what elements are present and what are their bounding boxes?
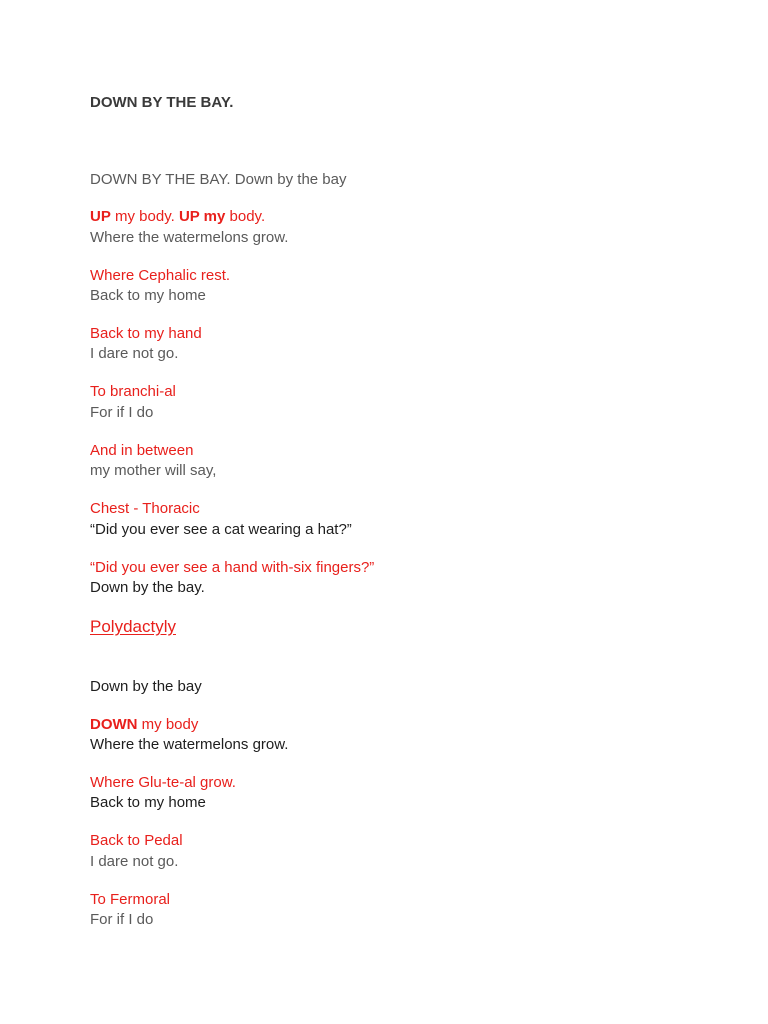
verse2-line-7: I dare not go. — [90, 853, 179, 870]
text-segment: body. — [225, 208, 266, 225]
verse1-line-5: Back to my hand — [90, 325, 202, 342]
verse1-line-6: I dare not go. — [90, 345, 179, 362]
verse1-line-3: Where Cephalic rest. — [90, 267, 231, 284]
verse2-line-4: Where Glu-te-al grow. — [90, 774, 236, 791]
verse1-line-11: Chest - Thoracic — [90, 500, 200, 517]
intro-line: DOWN BY THE BAY. Down by the bay — [90, 171, 347, 188]
emphasis-up-my: UP my — [178, 208, 226, 225]
text-segment: my body. — [110, 208, 179, 225]
verse1-line-4: Back to my home — [90, 287, 206, 304]
verse2-line-8: To Fermoral — [90, 891, 171, 908]
verse1-line-12: “Did you ever see a cat wearing a hat?” — [90, 521, 352, 538]
verse1-line-10: my mother will say, — [90, 462, 217, 479]
verse1-line-2: Where the watermelons grow. — [90, 229, 289, 246]
verse1-line-13: “Did you ever see a hand with-six fingers?” — [90, 559, 375, 576]
verse1-line-14: Down by the bay. — [90, 579, 205, 596]
document-title: DOWN BY THE BAY. — [90, 94, 234, 111]
verse2-line-3: Where the watermelons grow. — [90, 736, 289, 753]
section-heading: Polydactyly — [90, 617, 176, 636]
text-segment: my body — [137, 716, 199, 733]
verse2-line-9: For if I do — [90, 911, 154, 928]
verse2-line-2 — [90, 715, 198, 735]
verse1-line-7: To branchi-al — [90, 383, 176, 400]
verse1-line-1 — [90, 207, 265, 227]
emphasis-down: DOWN — [90, 716, 138, 733]
verse2-line-5: Back to my home — [90, 794, 206, 811]
verse2-line-1: Down by the bay — [90, 678, 202, 695]
verse1-line-8: For if I do — [90, 404, 154, 421]
verse1-line-9: And in between — [90, 442, 194, 459]
emphasis-up: UP — [90, 208, 111, 225]
verse2-line-6: Back to Pedal — [90, 832, 183, 849]
